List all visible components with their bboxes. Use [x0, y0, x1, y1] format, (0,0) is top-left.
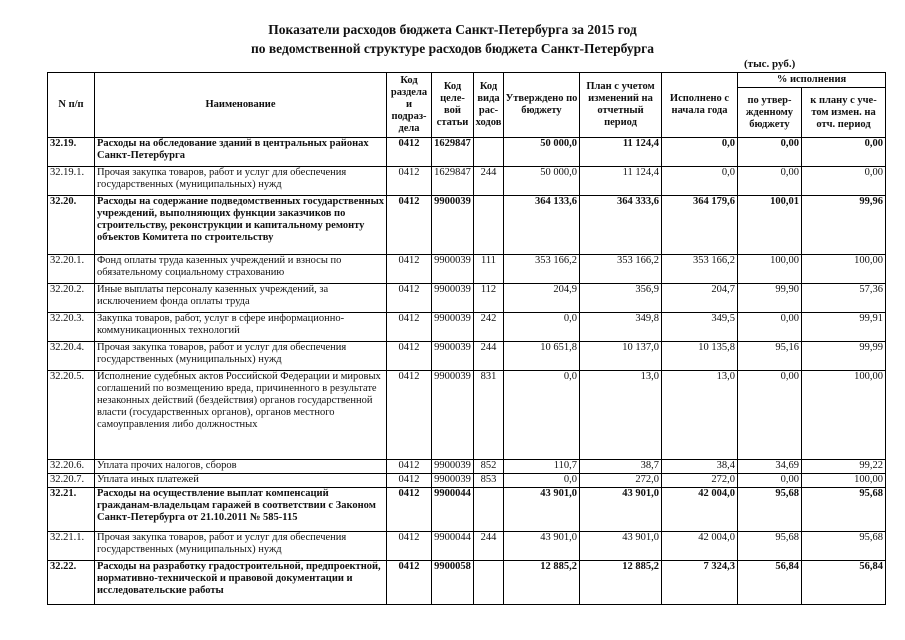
row-number: 32.20.5. [48, 371, 95, 460]
row-kind-code: 853 [474, 474, 504, 488]
row-approved: 12 885,2 [504, 561, 580, 605]
row-number: 32.19.1. [48, 167, 95, 196]
row-percent-budget: 95,16 [738, 342, 802, 371]
row-target-code: 9900039 [432, 342, 474, 371]
row-executed: 0,0 [662, 138, 738, 167]
row-plan: 353 166,2 [580, 255, 662, 284]
row-section-code: 0412 [387, 460, 432, 474]
row-kind-code [474, 196, 504, 255]
row-executed: 7 324,3 [662, 561, 738, 605]
row-approved: 0,0 [504, 371, 580, 460]
row-kind-code: 852 [474, 460, 504, 474]
header-percent-budget: по утвер-жденному бюджету [738, 88, 802, 138]
row-executed: 38,4 [662, 460, 738, 474]
row-approved: 0,0 [504, 474, 580, 488]
row-approved: 353 166,2 [504, 255, 580, 284]
row-executed: 349,5 [662, 313, 738, 342]
row-target-code: 9900039 [432, 460, 474, 474]
row-percent-budget: 95,68 [738, 532, 802, 561]
row-approved: 43 901,0 [504, 488, 580, 532]
row-percent-budget: 0,00 [738, 371, 802, 460]
row-name: Расходы на содержание подведомственных государственных учреждений, выполняющих функции заказчиков по строительству, реконструкции и капитальному ремонту объектов Комитета по строительству [95, 196, 387, 255]
units-label: (тыс. руб.) [744, 58, 796, 70]
row-plan: 10 137,0 [580, 342, 662, 371]
document-subtitle: по ведомственной структуре расходов бюджета Санкт-Петербурга [250, 41, 655, 56]
row-approved: 204,9 [504, 284, 580, 313]
table-row [48, 196, 886, 255]
row-percent-budget: 95,68 [738, 488, 802, 532]
row-section-code: 0412 [387, 532, 432, 561]
row-percent-budget: 34,69 [738, 460, 802, 474]
row-target-code: 9900044 [432, 532, 474, 561]
row-number: 32.20.7. [48, 474, 95, 488]
row-name: Закупка товаров, работ, услуг в сфере информационно-коммуникационных технологий [95, 313, 387, 342]
row-kind-code [474, 561, 504, 605]
row-percent-plan: 100,00 [802, 474, 886, 488]
row-number: 32.20.1. [48, 255, 95, 284]
row-percent-plan: 95,68 [802, 532, 886, 561]
row-executed: 272,0 [662, 474, 738, 488]
table-row [48, 474, 886, 488]
row-number: 32.20.6. [48, 460, 95, 474]
row-target-code: 9900039 [432, 313, 474, 342]
budget-table [47, 72, 886, 605]
row-percent-budget: 0,00 [738, 313, 802, 342]
table-row [48, 284, 886, 313]
row-plan: 43 901,0 [580, 488, 662, 532]
row-percent-plan: 0,00 [802, 167, 886, 196]
header-approved: Утверждено по бюджету [504, 73, 580, 138]
table-row [48, 488, 886, 532]
row-number: 32.20. [48, 196, 95, 255]
row-kind-code: 244 [474, 532, 504, 561]
header-plan: План с учетом изменений на отчетный период [580, 73, 662, 138]
table-row [48, 255, 886, 284]
row-number: 32.20.2. [48, 284, 95, 313]
row-percent-plan: 99,22 [802, 460, 886, 474]
row-section-code: 0412 [387, 474, 432, 488]
row-number: 32.19. [48, 138, 95, 167]
row-plan: 349,8 [580, 313, 662, 342]
row-percent-plan: 57,36 [802, 284, 886, 313]
row-section-code: 0412 [387, 342, 432, 371]
row-number: 32.21. [48, 488, 95, 532]
row-percent-plan: 0,00 [802, 138, 886, 167]
row-name: Фонд оплаты труда казенных учреждений и взносы по обязательному социальному страхованию [95, 255, 387, 284]
row-percent-plan: 99,99 [802, 342, 886, 371]
row-target-code: 9900039 [432, 196, 474, 255]
row-plan: 13,0 [580, 371, 662, 460]
row-kind-code [474, 138, 504, 167]
table-row [48, 138, 886, 167]
row-approved: 0,0 [504, 313, 580, 342]
header-name: Наименование [95, 73, 387, 138]
table-row [48, 342, 886, 371]
row-target-code: 9900039 [432, 474, 474, 488]
row-plan: 11 124,4 [580, 138, 662, 167]
row-number: 32.20.4. [48, 342, 95, 371]
row-name: Расходы на осуществление выплат компенсаций гражданам-владельцам гаражей в соответствии с Законом Санкт-Петербурга от 21.10.2011 № 585-115 [95, 488, 387, 532]
row-section-code: 0412 [387, 138, 432, 167]
row-percent-budget: 0,00 [738, 167, 802, 196]
row-section-code: 0412 [387, 488, 432, 532]
row-plan: 43 901,0 [580, 532, 662, 561]
row-percent-budget: 100,01 [738, 196, 802, 255]
row-executed: 204,7 [662, 284, 738, 313]
row-section-code: 0412 [387, 255, 432, 284]
row-executed: 353 166,2 [662, 255, 738, 284]
row-kind-code: 112 [474, 284, 504, 313]
header-num: N п/п [48, 73, 95, 138]
row-section-code: 0412 [387, 284, 432, 313]
document-title: Показатели расходов бюджета Санкт-Петербурга за 2015 год [268, 22, 637, 37]
row-kind-code: 242 [474, 313, 504, 342]
row-percent-plan: 95,68 [802, 488, 886, 532]
row-section-code: 0412 [387, 167, 432, 196]
row-executed: 13,0 [662, 371, 738, 460]
row-name: Прочая закупка товаров, работ и услуг для обеспечения государственных (муниципальных) нужд [95, 532, 387, 561]
row-percent-plan: 100,00 [802, 371, 886, 460]
row-section-code: 0412 [387, 196, 432, 255]
row-percent-budget: 99,90 [738, 284, 802, 313]
row-approved: 364 133,6 [504, 196, 580, 255]
row-target-code: 9900039 [432, 371, 474, 460]
row-kind-code [474, 488, 504, 532]
row-target-code: 1629847 [432, 167, 474, 196]
header-kind-code: Код вида рас-ходов [474, 73, 504, 138]
table-row [48, 313, 886, 342]
row-plan: 364 333,6 [580, 196, 662, 255]
row-executed: 364 179,6 [662, 196, 738, 255]
row-number: 32.20.3. [48, 313, 95, 342]
row-kind-code: 244 [474, 342, 504, 371]
row-approved: 10 651,8 [504, 342, 580, 371]
row-kind-code: 111 [474, 255, 504, 284]
row-plan: 12 885,2 [580, 561, 662, 605]
row-target-code: 9900044 [432, 488, 474, 532]
row-percent-plan: 56,84 [802, 561, 886, 605]
row-target-code: 9900039 [432, 255, 474, 284]
row-name: Прочая закупка товаров, работ и услуг для обеспечения государственных (муниципальных) нужд [95, 342, 387, 371]
row-target-code: 9900039 [432, 284, 474, 313]
row-approved: 50 000,0 [504, 138, 580, 167]
header-executed: Исполнено с начала года [662, 73, 738, 138]
row-plan: 356,9 [580, 284, 662, 313]
table-row [48, 561, 886, 605]
header-percent-plan: к плану с уче-том измен. на отч. период [802, 88, 886, 138]
table-row [48, 167, 886, 196]
row-approved: 50 000,0 [504, 167, 580, 196]
row-percent-budget: 56,84 [738, 561, 802, 605]
row-number: 32.22. [48, 561, 95, 605]
row-name: Уплата иных платежей [95, 474, 387, 488]
row-approved: 110,7 [504, 460, 580, 474]
row-name: Расходы на разработку градостроительной, предпроектной, нормативно-технической и правовой документации и исследовательские работы [95, 561, 387, 605]
row-executed: 42 004,0 [662, 488, 738, 532]
row-section-code: 0412 [387, 561, 432, 605]
row-percent-budget: 0,00 [738, 138, 802, 167]
row-plan: 38,7 [580, 460, 662, 474]
header-section-code: Код раздела и подраз-дела [387, 73, 432, 138]
header-target-code: Код целе-вой статьи [432, 73, 474, 138]
row-percent-plan: 99,96 [802, 196, 886, 255]
row-percent-budget: 0,00 [738, 474, 802, 488]
row-name: Прочая закупка товаров, работ и услуг для обеспечения государственных (муниципальных) нужд [95, 167, 387, 196]
row-executed: 42 004,0 [662, 532, 738, 561]
table-row [48, 532, 886, 561]
row-name: Расходы на обследование зданий в центральных районах Санкт-Петербурга [95, 138, 387, 167]
row-number: 32.21.1. [48, 532, 95, 561]
header-percent: % исполнения [738, 73, 886, 88]
row-kind-code: 831 [474, 371, 504, 460]
table-row [48, 460, 886, 474]
row-section-code: 0412 [387, 371, 432, 460]
row-name: Уплата прочих налогов, сборов [95, 460, 387, 474]
row-approved: 43 901,0 [504, 532, 580, 561]
row-target-code: 9900058 [432, 561, 474, 605]
table-row [48, 371, 886, 460]
row-executed: 0,0 [662, 167, 738, 196]
row-percent-plan: 100,00 [802, 255, 886, 284]
row-plan: 11 124,4 [580, 167, 662, 196]
row-kind-code: 244 [474, 167, 504, 196]
row-name: Исполнение судебных актов Российской Федерации и мировых соглашений по возмещению вреда, причиненного в результате незаконных действий (бездействия) органов государственной власти (государственных органов), органов местного самоуправления либо должностных [95, 371, 387, 460]
row-section-code: 0412 [387, 313, 432, 342]
row-name: Иные выплаты персоналу казенных учреждений, за исключением фонда оплаты труда [95, 284, 387, 313]
row-target-code: 1629847 [432, 138, 474, 167]
row-executed: 10 135,8 [662, 342, 738, 371]
row-percent-plan: 99,91 [802, 313, 886, 342]
row-plan: 272,0 [580, 474, 662, 488]
row-percent-budget: 100,00 [738, 255, 802, 284]
